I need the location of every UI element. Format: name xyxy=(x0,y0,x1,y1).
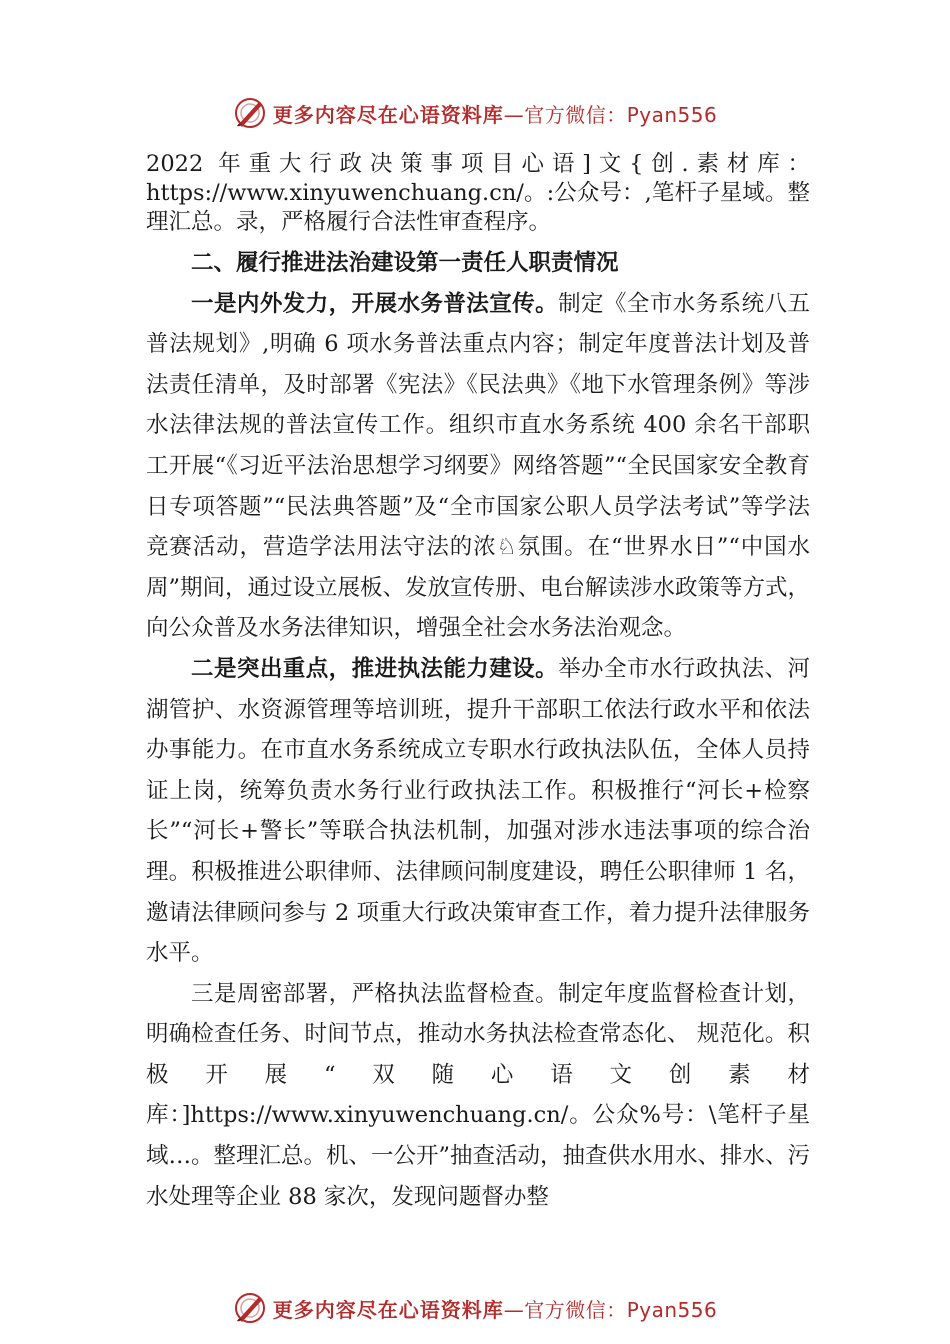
banner-suffix: —官方微信：Pyan556 xyxy=(503,102,718,127)
paragraph-text: 制定《全市水务系统八五普法规划》,明确 6 项水务普法重点内容；制定年度普法计划及普法责任清单，及时部署《宪法》《民法典》《地下水管理条例》等涉水法律法规的普法宣传工作。组织市直水务系统 400 余名干部职工开展“《习近平法治思想学习纲要》网络答题”“全民国家安全教育日专项答题”“民法典答题”及“全市国家公职人员学法考试”等学法竞赛活动，营造学法用法守法的浓♘氛围。在“世界水日”“中国水周”期间，通过设立展板、发放宣传册、电台解读涉水政策等方式，向公众普及水务法律知识，增强全社会水务法治观念。 xyxy=(146,290,811,642)
paragraph-text: 举办全市水行政执法、河湖管护、水资源管理等培训班，提升干部职工依法行政水平和依法办事能力。在市直水务系统成立专职水行政执法队伍，全体人员持证上岗，统筹负责水务行业行政执法工作。积极推行“河长+检察长”“河长+警长”等联合执法机制，加强对涉水违法事项的综合治理。积极推进公职律师、法律顾问制度建设，聘任公职律师 1 名，邀请法律顾问参与 2 项重大行政决策审查工作，着力提升法律服务水平。 xyxy=(146,655,810,967)
document-body xyxy=(146,150,810,1217)
section-heading: 二、履行推进法治建设第一责任人职责情况 xyxy=(191,250,619,276)
banner-suffix: —官方微信：Pyan556 xyxy=(503,1297,718,1322)
paragraph-lead: 一是内外发力，开展水务普法宣传。 xyxy=(191,290,559,317)
footer-banner xyxy=(0,1288,950,1328)
paragraph-lead: 二是突出重点，推进执法能力建设。 xyxy=(191,655,559,682)
banner-text xyxy=(273,1294,718,1323)
banner-title: 更多内容尽在心语资料库 xyxy=(272,102,504,127)
banner-text xyxy=(273,99,718,128)
paragraph-enforcement xyxy=(146,649,810,974)
banner-title: 更多内容尽在心语资料库 xyxy=(272,1297,504,1322)
intro-paragraph: 2022 年重大行政决策事项目心语]文{创.素材库：https://www.xinyuwenchuang.cn/。:公众号：,笔杆子星域。整理汇总。录，严格履行合法性审查程序。 xyxy=(146,151,810,235)
paragraph-supervision: 三是周密部署，严格执法监督检查。制定年度监督检查计划，明确检查任务、时间节点，推动水务执法检查常态化、 规范化。积极开展“双随心语文创素材库：]https://www.xinyuwenchuang.cn/。公众%号：\笔杆子星域…。整理汇总。机、一公开”抽查活动，抽查供水用水、排水、污水处理等企业 88 家次，发现问题督办整 xyxy=(146,980,811,1210)
brush-logo-icon xyxy=(233,96,267,130)
paragraph-publicity xyxy=(146,284,810,649)
brush-logo-icon xyxy=(233,1291,267,1325)
header-banner xyxy=(0,93,950,133)
